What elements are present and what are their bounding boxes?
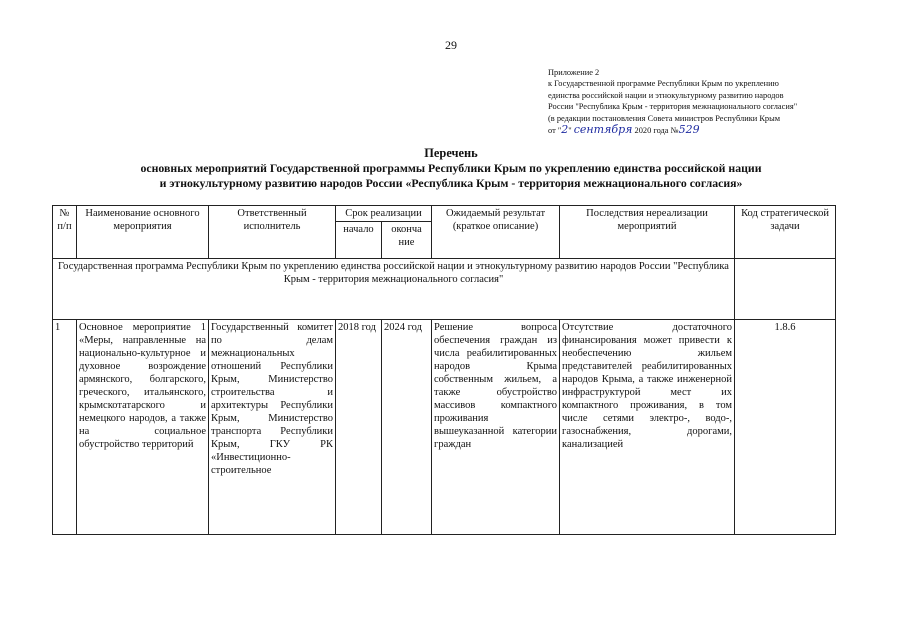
table-row: [53, 320, 836, 535]
activities-table: [52, 205, 836, 535]
appendix-line: Приложение 2: [548, 68, 600, 77]
cell-num: 1: [53, 320, 77, 535]
appendix-note: [548, 67, 848, 136]
date-prefix: от ": [548, 126, 562, 136]
date-suffix: 2020 года №: [632, 126, 679, 136]
date-separator: ": [568, 126, 574, 136]
cell-consequences: Отсутствие достаточного финансирования может привести к необеспечению жильем представителей реабилитированных народов Крыма, а также инженерной инфраструктурой мест их компактного проживания, в том числе сетями электро-, водо-, газоснабжения, дорогами, канализацией: [560, 320, 735, 535]
cell-name: Основное мероприятие 1 «Меры, направленные на национально-культурное и духовное возрождение армянского, болгарского, греческого, итальянского, крымскотатарского и немецкого народов, а также на социальное обустройство территорий: [77, 320, 209, 535]
header-start: начало: [336, 222, 382, 259]
section-row: [53, 259, 836, 320]
section-title: Государственная программа Республики Крым по укреплению единства российской нации и этнокультурному развитию народов России "Республика Крым - территория межнационального согласия": [53, 259, 735, 320]
cell-code: 1.8.6: [735, 320, 836, 535]
header-consequences: Последствия нереализации мероприятий: [560, 206, 735, 259]
appendix-line: (в редакции постановления Совета министров Республики Крым: [548, 113, 781, 123]
header-executor: Ответственный исполнитель: [209, 206, 336, 259]
header-name: Наименование основного мероприятия: [77, 206, 209, 259]
cell-end: 2024 год: [382, 320, 432, 535]
date-month-handwritten: сентября: [573, 123, 633, 137]
document-title: [0, 146, 902, 191]
header-num: № п/п: [53, 206, 77, 259]
section-empty-cell: [735, 259, 836, 320]
table-header-row: [53, 206, 836, 222]
title-line: основных мероприятий Государственной программы Республики Крым по укреплению единства российской нации: [140, 161, 762, 175]
appendix-line: России "Республика Крым - территория межнационального согласия": [548, 102, 798, 112]
page-number: 29: [445, 38, 457, 52]
title-line: Перечень: [424, 146, 478, 160]
header-code: Код стратегической задачи: [735, 206, 836, 259]
appendix-line: единства российской нации и этнокультурному развитию народов: [548, 90, 784, 100]
header-end: оконча ние: [382, 222, 432, 259]
appendix-date-line: [548, 124, 848, 136]
appendix-line: к Государственной программе Республики Крым по укреплению: [548, 79, 779, 89]
cell-executor: Государственный комитет по делам межнациональных отношений Республики Крым, Министерство строительства и архитектуры Республики Крым, Министерство транспорта Республики Крым, ГКУ РК «Инвестиционно-строительное: [209, 320, 336, 535]
header-period: Срок реализации: [336, 206, 432, 222]
decree-number-handwritten: 529: [678, 123, 700, 137]
header-result: Ожидаемый результат (краткое описание): [432, 206, 560, 259]
cell-result: Решение вопроса обеспечения граждан из числа реабилитированных народов Крыма собственным жильем, а также обустройство массивов компактного проживания вышеуказанной категории граждан: [432, 320, 560, 535]
date-day-handwritten: 2: [561, 123, 569, 137]
title-line: и этнокультурному развитию народов России «Республика Крым - территория межнационального согласия»: [159, 176, 743, 190]
cell-start: 2018 год: [336, 320, 382, 535]
